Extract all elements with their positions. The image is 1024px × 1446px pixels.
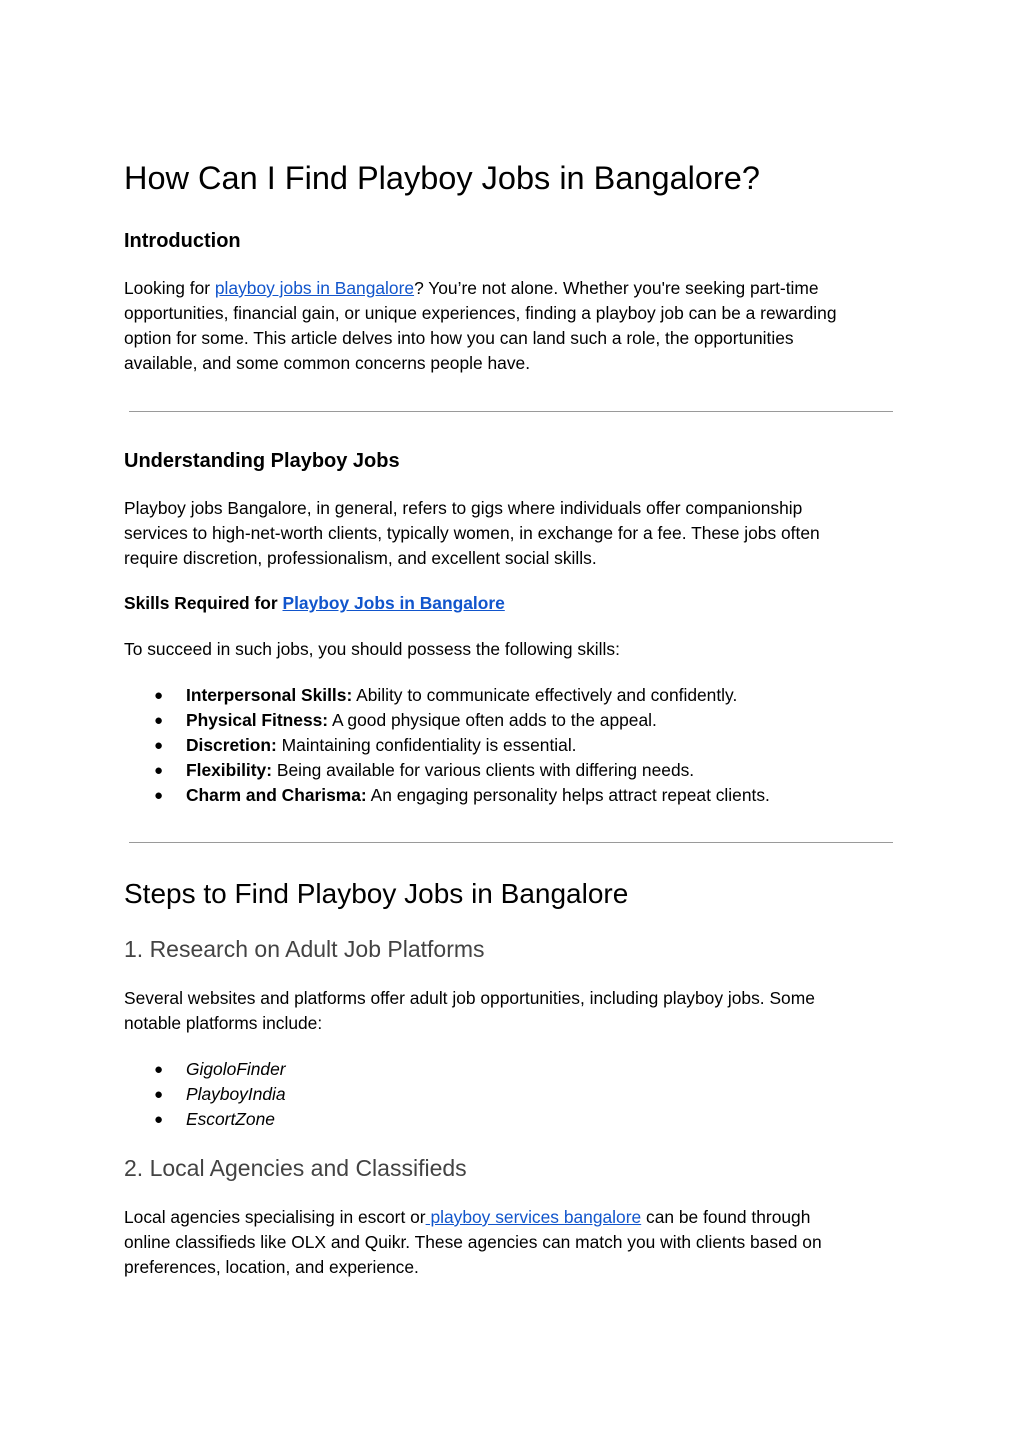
list-item [124,783,900,808]
playboy-services-link[interactable]: playboy services bangalore [425,1207,642,1227]
bullet-icon: ● [154,712,164,729]
skill-term: Discretion: [186,735,277,755]
step2-paragraph [124,1205,900,1280]
skills-intro: To succeed in such jobs, you should possess the following skills: [124,639,620,659]
bullet-icon: ● [154,1111,164,1128]
intro-line-1 [124,276,900,301]
step2-line-1 [124,1205,900,1230]
platforms-list [124,1057,900,1132]
list-item [124,1057,900,1082]
step2-heading: 2. Local Agencies and Classifieds [124,1155,467,1181]
bullet-icon: ● [154,737,164,754]
step2-line-3: preferences, location, and experience. [124,1257,419,1277]
skill-desc: A good physique often adds to the appeal. [328,710,657,730]
step1-line-2: notable platforms include: [124,1013,323,1033]
skill-desc: Being available for various clients with differing needs. [272,760,695,780]
bullet-icon: ● [154,687,164,704]
platform-name: EscortZone [186,1109,275,1129]
intro-paragraph [124,276,900,376]
step2-text: Local agencies specialising in escort or [124,1207,426,1227]
bullet-icon: ● [154,1061,164,1078]
platform-name: GigoloFinder [186,1059,286,1079]
list-item [124,1107,900,1132]
intro-heading: Introduction [124,230,241,252]
intro-line-2: opportunities, financial gain, or unique experiences, finding a playboy job can be a rewarding [124,303,837,323]
list-item [124,1082,900,1107]
page-title: How Can I Find Playboy Jobs in Bangalore? [124,160,760,196]
playboy-jobs-link[interactable]: playboy jobs in Bangalore [214,278,415,298]
step1-line-1: Several websites and platforms offer adult job opportunities, including playboy jobs. Some [124,988,815,1008]
step1-heading: 1. Research on Adult Job Platforms [124,936,485,962]
steps-heading: Steps to Find Playboy Jobs in Bangalore [124,878,629,909]
understanding-paragraph [124,496,900,571]
list-item [124,683,900,708]
step1-paragraph [124,986,900,1036]
skills-heading [124,591,505,616]
bullet-icon: ● [154,787,164,804]
skill-term: Physical Fitness: [186,710,329,730]
understanding-heading: Understanding Playboy Jobs [124,450,400,472]
understanding-line-1: Playboy jobs Bangalore, in general, refers to gigs where individuals offer companionship [124,498,803,518]
understanding-line-2: services to high-net-worth clients, typically women, in exchange for a fee. These jobs often [124,523,820,543]
skill-desc: Maintaining confidentiality is essential. [276,735,577,755]
skills-heading-text: Skills Required for [124,593,283,613]
intro-line-3: option for some. This article delves into how you can land such a role, the opportunities [124,328,794,348]
list-item [124,733,900,758]
step2-text: can be found through [641,1207,811,1227]
list-item [124,758,900,783]
skills-list [124,683,900,808]
intro-text: Looking for [124,278,215,298]
platform-name: PlayboyIndia [186,1084,286,1104]
skill-desc: An engaging personality helps attract repeat clients. [366,785,770,805]
understanding-line-3: require discretion, professionalism, and excellent social skills. [124,548,597,568]
horizontal-divider [129,842,893,843]
skill-desc: Ability to communicate effectively and confidently. [352,685,738,705]
list-item [124,708,900,733]
horizontal-divider [129,411,893,412]
intro-line-4: available, and some common concerns people have. [124,353,531,373]
bullet-icon: ● [154,1086,164,1103]
skill-term: Interpersonal Skills: [186,685,353,705]
step2-line-2: online classifieds like OLX and Quikr. These agencies can match you with clients based on [124,1232,822,1252]
intro-text: ? You’re not alone. Whether you're seeking part-time [414,278,819,298]
bullet-icon: ● [154,762,164,779]
skills-playboy-jobs-link[interactable]: Playboy Jobs in Bangalore [282,593,505,613]
skill-term: Flexibility: [186,760,273,780]
skill-term: Charm and Charisma: [186,785,367,805]
